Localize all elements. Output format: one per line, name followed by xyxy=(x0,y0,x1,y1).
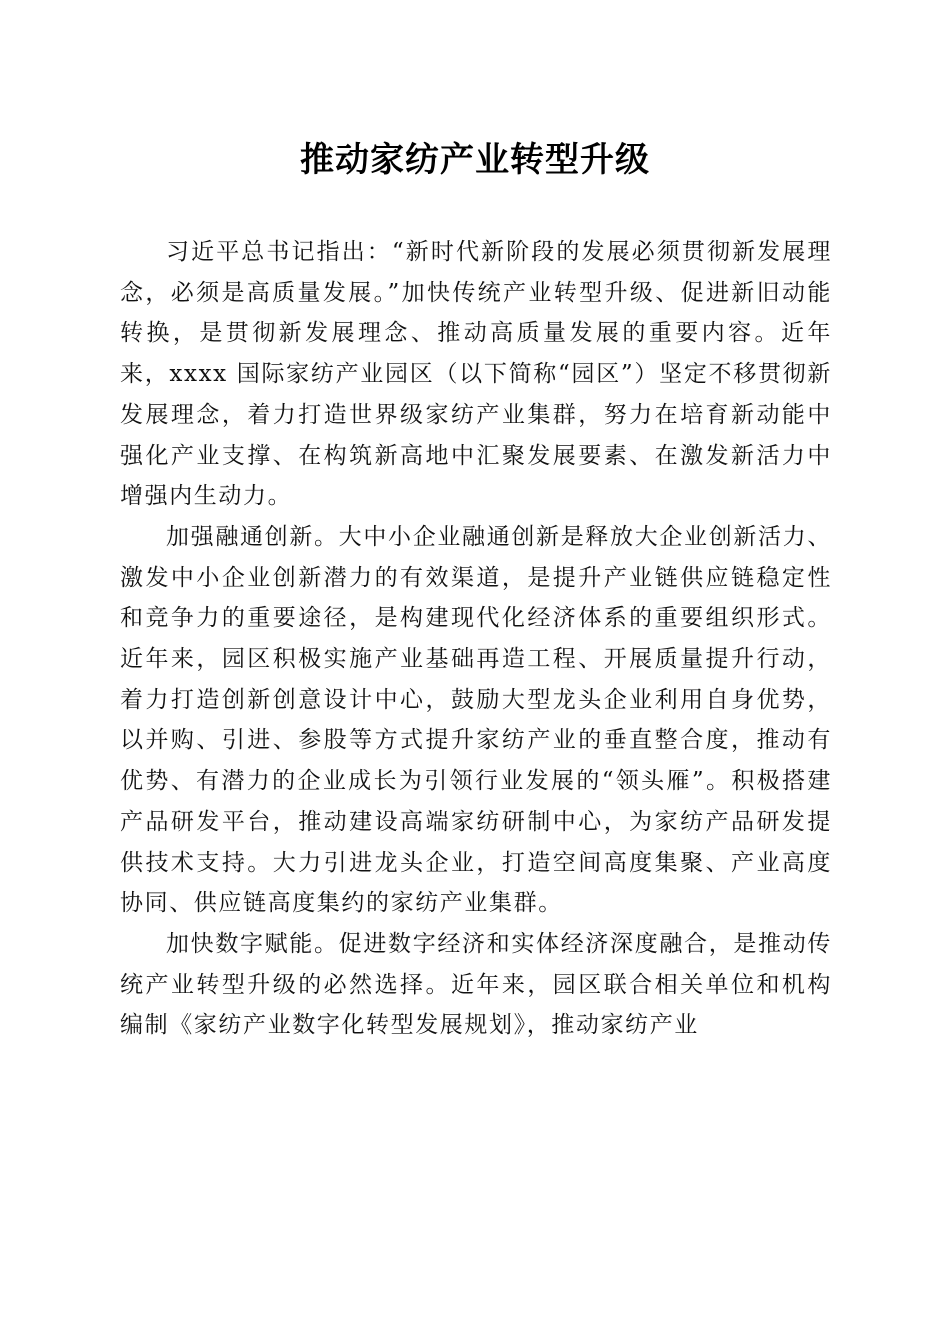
document-body xyxy=(120,232,832,1046)
paragraph-integration-innovation: 加强融通创新。大中小企业融通创新是释放大企业创新活力、激发中小企业创新潜力的有效渠道，是提升产业链供应链稳定性和竞争力的重要途径，是构建现代化经济体系的重要组织形式。近年来，园区积极实施产业基础再造工程、开展质量提升行动，着力打造创新创意设计中心，鼓励大型龙头企业利用自身优势，以并购、引进、参股等方式提升家纺产业的垂直整合度，推动有优势、有潜力的企业成长为引领行业发展的“领头雁”。积极搭建产品研发平台，推动建设高端家纺研制中心，为家纺产品研发提供技术支持。大力引进龙头企业，打造空间高度集聚、产业高度协同、供应链高度集约的家纺产业集群。 xyxy=(120,523,832,917)
paragraph-digital-empowerment: 加快数字赋能。促进数字经济和实体经济深度融合，是推动传统产业转型升级的必然选择。近年来，园区联合相关单位和机构编制《家纺产业数字化转型发展规划》，推动家纺产业 xyxy=(120,930,832,1039)
document-title: 推动家纺产业转型升级 xyxy=(300,140,650,180)
paragraph-intro: 习近平总书记指出：“新时代新阶段的发展必须贯彻新发展理念，必须是高质量发展。”加快传统产业转型升级、促进新旧动能转换，是贯彻新发展理念、推动高质量发展的重要内容。近年来，xxxx 国际家纺产业园区（以下简称“园区”）坚定不移贯彻新发展理念，着力打造世界级家纺产业集群，努力在培育新动能中强化产业支撑、在构筑新高地中汇聚发展要素、在激发新活力中增强内生动力。 xyxy=(120,239,832,510)
